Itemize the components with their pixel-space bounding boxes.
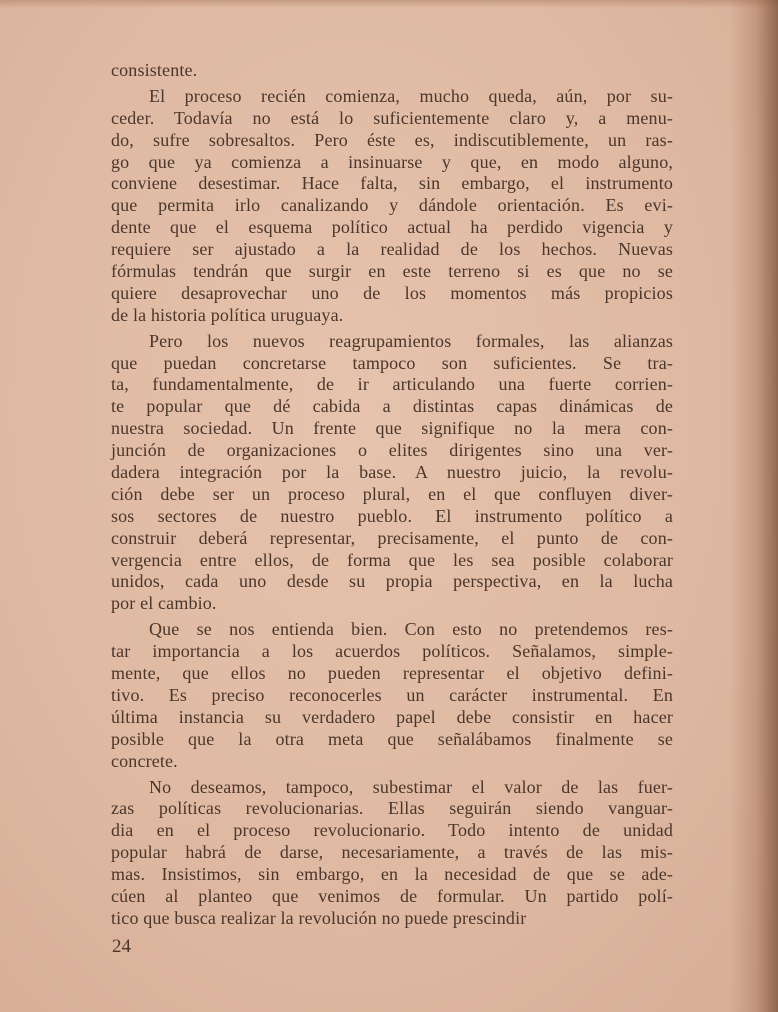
text-line: conviene desestimar. Hace falta, sin embargo, el instrumento — [111, 173, 673, 194]
text-line: go que ya comienza a insinuarse y que, en modo alguno, — [111, 151, 673, 172]
paragraph — [111, 777, 673, 930]
text-line: dente que el esquema político actual ha perdido vigencia y — [111, 217, 673, 238]
text-line: quiere desaprovechar uno de los momentos más propicios — [111, 282, 673, 303]
text-line: popular habrá de darse, necesariamente, a través de las mis- — [111, 842, 673, 863]
text-line: que puedan concretarse tampoco son suficientes. Se tra- — [111, 352, 673, 373]
text-line: consistente. — [111, 60, 198, 80]
text-line: mas. Insistimos, sin embargo, en la necesidad de que se ade- — [111, 864, 673, 885]
text-line: Pero los nuevos reagrupamientos formales, las alianzas — [149, 330, 673, 351]
text-line: dadera integración por la base. A nuestro juicio, la revolu- — [111, 462, 673, 483]
text-line: cúen al planteo que venimos de formular. Un partido polí- — [111, 885, 673, 906]
body-text — [111, 60, 673, 934]
paragraph — [111, 331, 673, 616]
paragraph — [111, 86, 673, 327]
text-line: fórmulas tendrán que surgir en este terreno si es que no se — [111, 261, 673, 282]
text-line: tar importancia a los acuerdos políticos. Señalamos, simple- — [111, 641, 673, 662]
text-line: mente, que ellos no pueden representar el objetivo defini- — [111, 663, 673, 684]
text-line: do, sufre sobresaltos. Pero éste es, indiscutiblemente, un ras- — [111, 129, 673, 150]
text-line: tico que busca realizar la revolución no puede prescindir — [111, 907, 527, 928]
text-line: posible que la otra meta que señalábamos finalmente se — [111, 728, 673, 749]
text-line: zas políticas revolucionarias. Ellas seguirán siendo vanguar- — [111, 798, 673, 819]
text-line: tivo. Es preciso reconocerles un carácter instrumental. En — [111, 684, 673, 705]
text-line: No deseamos, tampoco, subestimar el valor de las fuer- — [149, 776, 673, 797]
text-line: nuestra sociedad. Un frente que signifique no la mera con- — [111, 418, 673, 439]
text-line: última instancia su verdadero papel debe consistir en hacer — [111, 706, 673, 727]
text-line: ta, fundamentalmente, de ir articulando una fuerte corrien- — [111, 374, 673, 395]
text-line: vergencia entre ellos, de forma que les sea posible colaborar — [111, 549, 673, 570]
text-line: te popular que dé cabida a distintas capas dinámicas de — [111, 396, 673, 417]
text-line: por el cambio. — [111, 593, 217, 614]
text-line: sos sectores de nuestro pueblo. El instrumento político a — [111, 505, 673, 526]
text-line: El proceso recién comienza, mucho queda, aún, por su- — [149, 85, 673, 106]
text-line: unidos, cada uno desde su propia perspectiva, en la lucha — [111, 571, 673, 592]
text-line: de la historia política uruguaya. — [111, 304, 344, 325]
text-line: dia en el proceso revolucionario. Todo intento de unidad — [111, 820, 673, 841]
page-number: 24 — [112, 936, 131, 957]
text-line: requiere ser ajustado a la realidad de los hechos. Nuevas — [111, 239, 673, 260]
text-line: concrete. — [111, 750, 178, 771]
text-line: construir deberá representar, precisamente, el punto de con- — [111, 527, 673, 548]
page-top-edge — [0, 0, 778, 8]
text-line: ción debe ser un proceso plural, en el que confluyen diver- — [111, 483, 673, 504]
text-line: junción de organizaciones o elites dirigentes sino una ver- — [111, 440, 673, 461]
paragraph — [111, 60, 673, 82]
text-line: Que se nos entienda bien. Con esto no pretendemos res- — [149, 619, 673, 640]
paragraph — [111, 619, 673, 772]
page-spine-edge — [730, 0, 778, 1012]
text-line: que permita irlo canalizando y dándole orientación. Es evi- — [111, 195, 673, 216]
text-line: ceder. Todavía no está lo suficientemente claro y, a menu- — [111, 107, 673, 128]
